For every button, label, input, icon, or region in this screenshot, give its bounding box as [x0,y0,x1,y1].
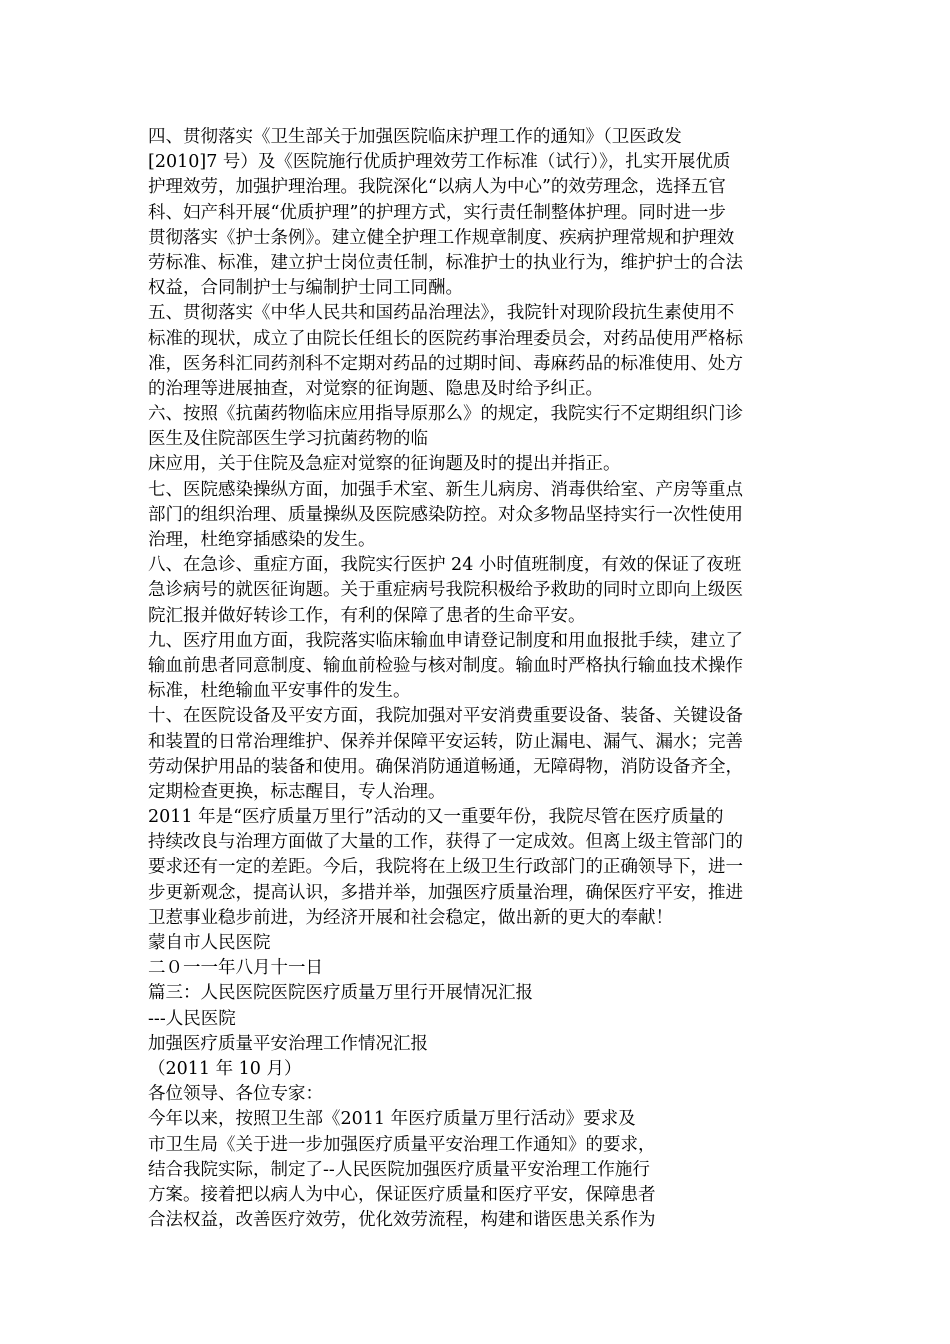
text-line: 准，医务科汇同药剂科不定期对药品的过期时间、毒麻药品的标准使用、处方 [148,353,743,374]
text-line: 院汇报并做好转诊工作，有利的保障了患者的生命平安。 [148,605,586,626]
section-heading: 篇三：人民医院医院医疗质量万里行开展情况汇报 [148,983,533,1004]
text-line: 定期检查更换，标志醒目，专人治理。 [148,781,446,802]
report-title: 加强医疗质量平安治理工作情况汇报 [148,1033,428,1054]
report-date: （2011 年 10 月） [148,1058,302,1079]
text-line: 治理，杜绝穿插感染的发生。 [148,530,376,550]
text-line: 的治理等进展抽查，对觉察的征询题、隐患及时给予纠正。 [148,378,603,399]
text-line: 合法权益，改善医疗效劳，优化效劳流程，构建和谐医患关系作为 [148,1210,656,1231]
text-line: 步更新观念，提高认识，多措并举，加强医疗质量治理，确保医疗平安，推进 [148,882,743,903]
text-line: 市卫生局《关于进一步加强医疗质量平安治理工作通知》的要求， [148,1134,656,1155]
text-line: 五、贯彻落实《中华人民共和国药品治理法》，我院针对现阶段抗生素使用不 [148,303,735,324]
text-line: 六、按照《抗菌药物临床应用指导原那么》的规定，我院实行不定期组织门诊 [148,404,743,425]
text-line: 卫惹事业稳步前进，为经济开展和社会稳定，做出新的更大的奉献！ [148,907,673,928]
text-line: 权益，合同制护士与编制护士同工同酬。 [148,278,463,299]
text-line: 今年以来，按照卫生部《2011 年医疗质量万里行活动》要求及 [148,1109,636,1130]
text-line: 部门的组织治理、质量操纵及医院感染防控。对众多物品坚持实行一次性使用 [148,504,743,525]
text-line: 方案。接着把以病人为中心，保证医疗质量和医疗平安，保障患者 [148,1184,656,1205]
signature-hospital-name: 蒙自市人民医院 [148,933,271,953]
text-line: 九、医疗用血方面，我院落实临床输血申请登记制度和用血报批手续，建立了 [148,630,743,651]
text-line: 四、贯彻落实《卫生部关于加强医院临床护理工作的通知》（卫医政发 [148,127,682,147]
text-line: 十、在医院设备及平安方面，我院加强对平安消费重要设备、装备、关键设备 [148,706,743,727]
text-line: 七、医院感染操纵方面，加强手术室、新生儿病房、消毒供给室、产房等重点 [148,479,743,500]
text-line: 和装置的日常治理维护、保养并保障平安运转，防止漏电、漏气、漏水；完善 [148,731,743,752]
text-line: 2011 年是“医疗质量万里行”活动的又一重要年份，我院尽管在医疗质量的 [148,807,724,828]
text-line: 急诊病号的就医征询题。关于重症病号我院积极给予救助的同时立即向上级医 [148,580,743,601]
text-line: 劳动保护用品的装备和使用。确保消防通道畅通，无障碍物，消防设备齐全， [148,756,743,777]
text-line: ---人民医院 [148,1008,236,1029]
text-line: 八、在急诊、重症方面，我院实行医护 24 小时值班制度，有效的保证了夜班 [148,555,742,576]
text-line: 输血前患者同意制度、输血前检验与核对制度。输血时严格执行输血技术操作 [148,655,743,676]
signature-date: 二０一一年八月十一日 [148,958,323,979]
text-line: 床应用，关于住院及急症对觉察的征询题及时的提出并指正。 [148,454,621,475]
text-line: [2010]7 号）及《医院施行优质护理效劳工作标准（试行）》，扎实开展优质 [148,152,731,173]
salutation: 各位领导、各位专家： [148,1084,323,1105]
text-line: 标准的现状，成立了由院长任组长的医院药事治理委员会，对药品使用严格标 [148,328,743,349]
text-line: 医生及住院部医生学习抗菌药物的临 [148,429,428,450]
text-line: 科、妇产科开展“优质护理”的护理方式，实行责任制整体护理。同时进一步 [148,202,726,223]
text-line: 贯彻落实《护士条例》。建立健全护理工作规章制度、疾病护理常规和护理效 [148,227,735,248]
text-line: 标准，杜绝输血平安事件的发生。 [148,681,411,702]
text-line: 要求还有一定的差距。今后，我院将在上级卫生行政部门的正确领导下，进一 [148,857,743,878]
text-line: 持续改良与治理方面做了大量的工作，获得了一定成效。但离上级主管部门的 [148,832,743,853]
text-line: 劳标准、标准，建立护士岗位责任制，标准护士的执业行为，维护护士的合法 [148,252,743,273]
document-body [148,125,808,1233]
text-line: 护理效劳，加强护理治理。我院深化“以病人为中心”的效劳理念，选择五官 [148,177,726,198]
text-line: 结合我院实际，制定了--人民医院加强医疗质量平安治理工作施行 [148,1159,650,1180]
